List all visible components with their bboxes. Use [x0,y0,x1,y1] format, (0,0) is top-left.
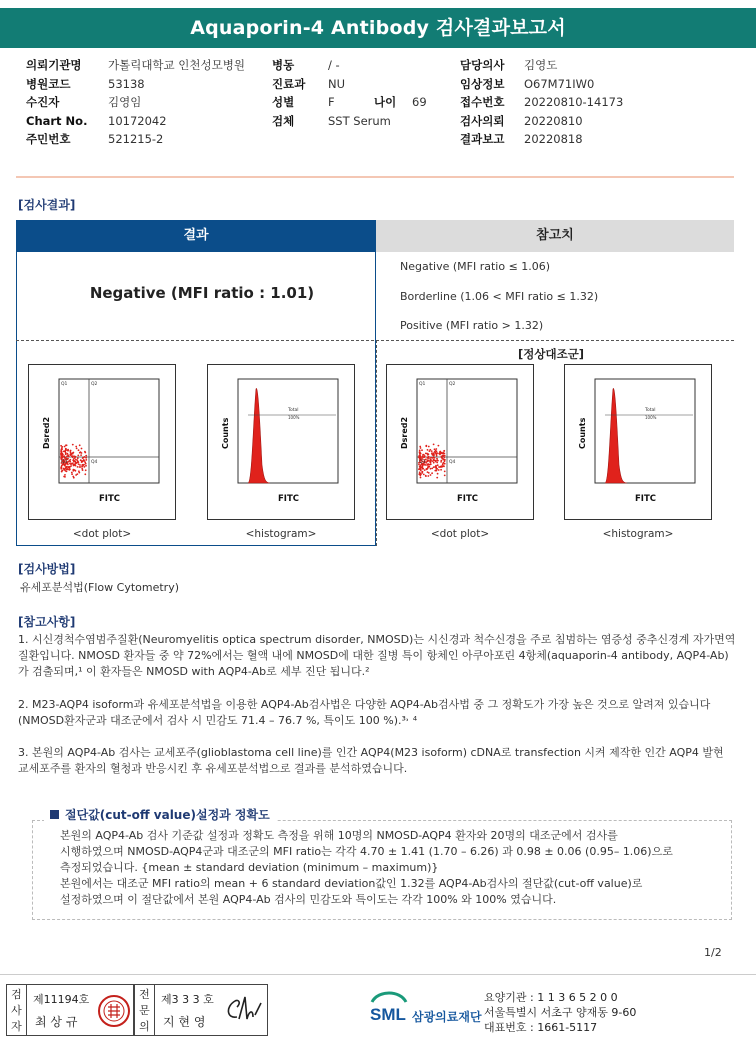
data-point [442,453,444,455]
data-point [76,448,78,450]
data-point [418,468,420,470]
data-point [85,469,87,471]
data-point [64,476,66,478]
x-axis-label: FITC [99,494,121,504]
logo-letters: SML [370,1005,406,1024]
info-key: 임상정보 [460,76,505,91]
data-point [71,455,73,457]
info-key: Chart No. [26,113,88,128]
data-point [67,450,69,452]
data-point [427,467,429,469]
x-axis-label: FITC [635,494,657,504]
data-point [419,451,421,453]
data-point [71,472,73,474]
data-point [82,457,84,459]
data-point [73,465,75,467]
info-col1 [26,56,245,149]
data-point [75,462,77,464]
info-value: 53138 [108,76,145,91]
data-point [81,468,83,470]
signature-box-2 [134,984,268,1036]
sig1-name: 최 상 규 [35,1015,78,1029]
data-point [421,449,423,451]
org-name: 삼광의료재단 [412,1010,482,1024]
quadrant-label: Q1 [419,382,426,387]
data-point [444,475,446,477]
sig1-number: 제11194호 [33,993,90,1006]
plot-frame [417,379,517,483]
gate-percent: 100% [645,415,657,420]
control-label: [정상대조군] [518,347,585,361]
seal-stamp-icon [97,993,131,1029]
sig2-role: 전문의 [135,985,155,1035]
data-point [437,473,439,475]
info-value: NU [328,76,346,91]
data-point [431,472,433,474]
data-point [85,459,87,461]
quadrant-label: Q3 [419,460,426,465]
data-point [441,466,443,468]
data-point [443,456,445,458]
data-point [61,465,63,467]
cutoff-text [60,828,730,908]
data-point [84,466,86,468]
info-key: 담당의사 [460,58,505,72]
data-point [72,476,74,478]
data-point [80,451,82,453]
data-point [85,463,87,465]
data-point [428,460,430,462]
table-divider [16,340,734,341]
data-point [425,453,427,455]
data-point [61,448,63,450]
data-point [430,460,432,462]
data-point [69,459,71,461]
quadrant-label: Q4 [449,460,456,465]
info-value: F [328,95,335,109]
method-text: 유세포분석법(Flow Cytometry) [20,581,180,594]
data-point [73,458,75,460]
note-2: 2. M23-AQP4 isoform과 유세포분석법을 이용한 AQP4-Ab검사법은 다양한 AQP4-Ab검사법 중 그 정확도가 가장 높은 것으로 알려져 있습니다(NMOSD환자군과 대조군에서 검사 시 민감도 71.4 – 76.7 %, 특이도 100 %).³˒ ⁴ [18,698,711,727]
info-value: 10172042 [108,113,167,128]
data-point [431,468,433,470]
data-point [72,444,74,446]
data-point [70,465,72,467]
quadrant-label: Q2 [449,382,456,387]
cutoff-line: 설정하였으며 이 절단값에서 본원 AQP4-Ab 검사의 민감도와 특이도는 각각 100% 와 100% 였습니다. [60,893,557,906]
data-point [425,475,427,477]
info-key: 결과보고 [460,132,505,146]
data-point [438,469,440,471]
data-point [84,473,86,475]
gate-label: Total [645,408,656,413]
info-value: SST Serum [328,113,391,128]
data-point [433,466,435,468]
data-point [423,474,425,476]
data-point [63,451,65,453]
quadrant-label: Q4 [91,460,98,465]
sig2-name: 지 현 영 [163,1015,206,1029]
note-3: 3. 본원의 AQP4-Ab 검사는 교세포주(glioblastoma cell line)를 인간 AQP4(M23 isoform) cDNA로 transfection 시켜 제작한 인간 AQP4 발현 교세포주를 환자의 혈청과 반응시킨 후 유세포분석법으로 결과를 분석하였습니다. [18,746,724,775]
info-value: 20220810 [524,113,583,128]
data-point [72,470,74,472]
data-point [84,451,86,453]
data-point [444,471,446,473]
data-point [434,457,436,459]
data-point [437,464,439,466]
ref-borderline: Borderline (1.06 < MFI ratio ≤ 1.32) [400,290,599,303]
data-point [436,453,438,455]
org-info [484,990,636,1035]
data-point [85,457,87,459]
data-point [437,460,439,462]
data-point [84,460,86,462]
data-point [435,467,437,469]
plot-frame [59,379,159,483]
data-point [443,450,445,452]
data-point [436,458,438,460]
y-axis-label: Counts [221,417,230,449]
data-point [426,469,428,471]
info-key: 성별 [272,95,295,109]
data-point [80,466,82,468]
data-point [444,463,446,465]
handwritten-signature-icon [221,993,265,1029]
data-point [79,444,81,446]
data-point [66,471,68,473]
data-point [427,449,429,451]
data-point [432,460,434,462]
data-point [75,470,77,472]
sml-logo-icon [368,988,410,1026]
note-1: 1. 시신경척수염범주질환(Neuromyelitis optica spectrum disorder, NMOSD)는 시신경과 척수신경을 주로 침범하는 염증성 중추신경계 자가면역 질환입니다. NMOSD 환자들 중 약 72%에서는 혈액 내에 NMOSD에 대한 질병 특이 항체인 아쿠아포린 4항체(aquaporin-4 antibody, AQP4-Ab)가 검출되며,¹ 이 환자들은 NMOSD with AQP4-Ab로 세부 진단 됩니다.² [18,633,736,678]
info-key: 검사의뢰 [460,113,505,128]
info-key: 병동 [272,58,295,72]
data-point [440,469,442,471]
plot-caption: <dot plot> [430,528,490,540]
dot-plot [28,364,176,520]
org-address: 서울특별시 서초구 양재동 9-60 [484,1006,637,1019]
info-key: 병원코드 [26,76,71,91]
data-point [61,451,63,453]
info-value: 김영도 [524,58,558,72]
ref-positive: Positive (MFI ratio > 1.32) [400,319,544,332]
info-key: 검체 [272,113,295,128]
result-value: Negative (MFI ratio : 1.01) [89,284,315,302]
data-point [438,453,440,455]
quadrant-label: Q2 [91,382,98,387]
data-point [436,455,438,457]
data-point [75,446,77,448]
data-point [424,455,426,457]
data-point [430,468,432,470]
data-point [433,459,435,461]
data-point [63,469,65,471]
info-col3 [460,56,623,149]
data-point [67,453,69,455]
data-point [420,447,422,449]
sml-logo [368,988,410,1030]
age-key: 나이 [374,95,397,109]
data-point [428,457,430,459]
info-value: 521215-2 [108,132,164,146]
data-point [428,456,430,458]
age-value: 69 [412,95,427,109]
data-point [438,445,440,447]
sig2-number: 제3 3 3 호 [161,993,214,1006]
data-point [71,473,73,475]
data-point [441,457,443,459]
info-value: O67M71IW0 [524,76,595,91]
data-point [427,454,429,456]
info-key: 접수번호 [460,95,505,109]
cutoff-line: 본원에서는 대조군 MFI ratio의 mean + 6 standard deviation값인 1.32를 AQP4-Ab검사의 절단값(cut-off value)로 [60,877,643,890]
data-point [64,446,66,448]
cutoff-line: 본원의 AQP4-Ab 검사 기준값 설정과 정확도 측정을 위해 10명의 NMOSD-AQP4 환자와 20명의 대조군에서 검사를 [60,829,618,842]
signature-box-1 [6,984,134,1036]
data-point [433,462,435,464]
section-divider [16,176,734,178]
data-point [419,456,421,458]
plot-caption: <dot plot> [72,528,132,540]
report-title: Aquaporin-4 Antibody 검사결과보고서 [0,8,756,48]
data-point [63,456,65,458]
data-point [60,445,62,447]
data-point [77,461,79,463]
data-point [77,455,79,457]
result-header: 결과 [16,220,376,252]
data-point [429,464,431,466]
gate-label: Total [288,408,299,413]
data-point [441,455,443,457]
data-point [81,448,83,450]
data-point [70,463,72,465]
cutoff-title-wrap [44,806,276,823]
data-point [431,450,433,452]
data-point [68,467,70,469]
data-point [68,455,70,457]
info-value: 가톨릭대학교 인천성모병원 [108,58,245,72]
table-divider-vertical [376,340,377,546]
data-point [77,466,79,468]
quadrant-label: Q1 [61,382,68,387]
histogram-plot [207,364,355,520]
info-key: 주민번호 [26,132,71,146]
page-number: 1/2 [704,946,722,959]
data-point [429,449,431,451]
plot-caption: <histogram> [245,528,317,540]
reference-header: 참고치 [376,220,734,252]
data-point [436,470,438,472]
data-point [433,444,435,446]
data-point [64,474,66,476]
data-point [422,471,424,473]
quadrant-label: Q3 [61,460,68,465]
info-value: 20220818 [524,132,583,146]
info-key: 진료과 [272,76,306,91]
square-bullet-icon [50,810,59,819]
data-point [70,454,72,456]
data-point [61,453,63,455]
data-point [65,448,67,450]
data-point [78,463,80,465]
footer-line [0,974,756,975]
x-axis-label: FITC [457,494,479,504]
data-point [75,459,77,461]
method-section-label: [검사방법] [18,562,76,576]
plot-caption: <histogram> [602,528,674,540]
data-point [432,457,434,459]
data-point [422,468,424,470]
data-point [81,464,83,466]
x-axis-label: FITC [278,494,300,504]
histogram-plot [564,364,712,520]
data-point [420,477,422,479]
data-point [428,472,430,474]
data-point [419,453,421,455]
y-axis-label: Dsred2 [42,416,51,449]
data-point [61,470,63,472]
cutoff-title: 절단값(cut-off value)설정과 정확도 [65,808,270,822]
data-point [435,448,437,450]
sig1-role: 검사자 [7,985,27,1035]
data-point [66,469,68,471]
result-section-label: [검사결과] [18,198,76,212]
data-point [419,446,421,448]
y-axis-label: Dsred2 [400,416,409,449]
data-point [69,469,71,471]
gate-percent: 100% [288,415,300,420]
data-point [60,456,62,458]
data-point [80,454,82,456]
info-value: 김영임 [108,95,142,109]
data-point [419,450,421,452]
data-point [432,454,434,456]
data-point [85,465,87,467]
data-point [85,455,87,457]
data-point [77,457,79,459]
dot-plot [386,364,534,520]
data-point [70,450,72,452]
data-point [436,477,438,479]
info-value: / - [328,58,340,72]
data-point [81,460,83,462]
data-point [424,469,426,471]
info-col2 [272,56,427,130]
info-key: 수진자 [26,95,60,109]
org-phone: 대표번호 : 1661-5117 [484,1021,598,1034]
org-code: 요양기관 : 1 1 3 6 5 2 0 0 [484,991,618,1004]
data-point [436,462,438,464]
ref-negative: Negative (MFI ratio ≤ 1.06) [400,260,551,273]
info-value: 20220810-14173 [524,95,624,109]
data-point [78,449,80,451]
notes-section-label: [참고사항] [18,615,76,629]
data-point [422,456,424,458]
y-axis-label: Counts [578,417,587,449]
data-point [428,446,430,448]
data-point [419,473,421,475]
data-point [78,470,80,472]
cutoff-line: 측정되었습니다. {mean ± standard deviation (minimum – maximum)} [60,861,439,874]
data-point [425,445,427,447]
data-point [444,459,446,461]
data-point [443,465,445,467]
data-point [65,452,67,454]
data-point [440,461,442,463]
data-point [427,475,429,477]
data-point [419,465,421,467]
data-point [65,466,67,468]
data-point [75,474,77,476]
data-point [66,455,68,457]
cutoff-line: 시행하였으며 NMOSD-AQP4군과 대조군의 MFI ratio는 각각 4.70 ± 1.41 (1.70 – 6.26) 과 0.98 ± 0.06 (0.95– 1.06)으로 [60,845,673,858]
data-point [439,466,441,468]
data-point [435,450,437,452]
data-point [439,451,441,453]
data-point [430,474,432,476]
info-key: 의뢰기관명 [26,58,82,72]
